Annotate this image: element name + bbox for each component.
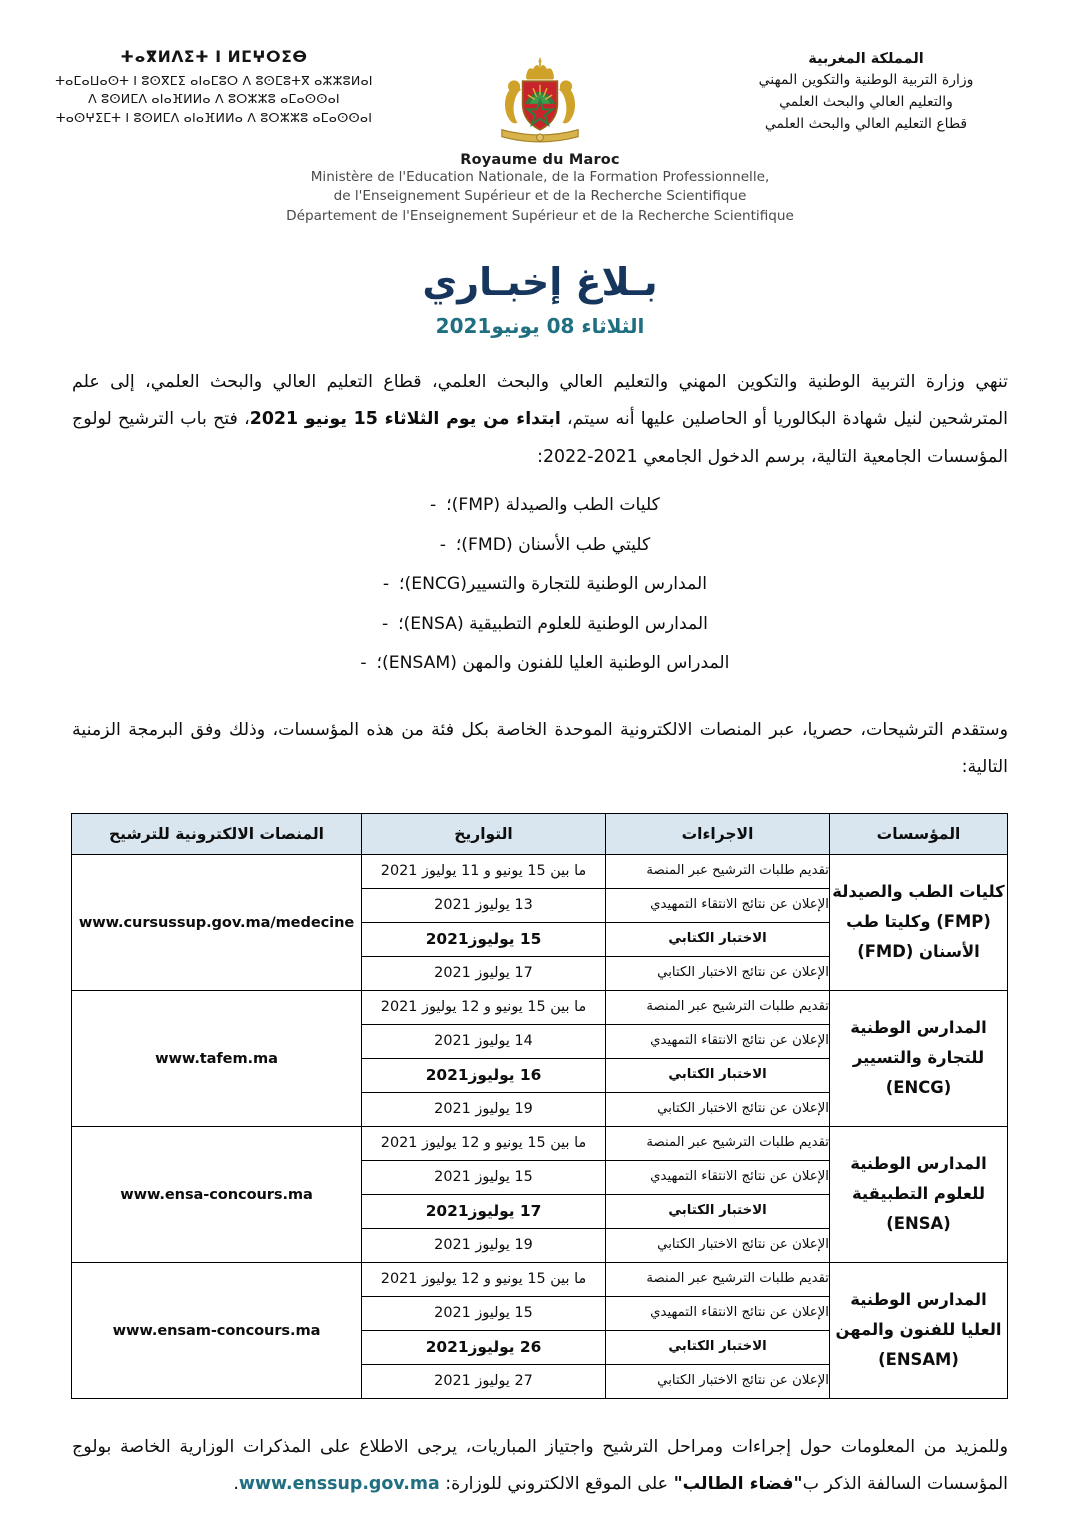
- header-arabic-block: [686, 48, 1046, 136]
- outro-quoted-label: "فضاء الطالب": [673, 1474, 803, 1495]
- cell-date: 15 يوليوز 2021: [362, 1296, 606, 1330]
- header-tifinagh-block: [34, 48, 394, 127]
- intro-text-part-2: ، فتح باب الترشيح لولوج المؤسسات الجامعية التالية، برسم الدخول الجامعي 2021-2022:: [72, 409, 1008, 467]
- table-row: [72, 990, 1008, 1024]
- cell-procedure: الإعلان عن نتائج الاختبار الكتابي: [606, 956, 830, 990]
- header-arabic-line-2: وزارة التربية الوطنية والتكوين المهني: [758, 72, 974, 89]
- french-kingdom-title: Royaume du Maroc: [460, 152, 620, 168]
- list-item: [72, 605, 1008, 645]
- header-tifinagh-line-4: ⵜⴰⵙⵖⵉⵎⵜ ⵏ ⵓⵙⵍⵎⴷ ⴰⵏⴰⴼⵍⵍⴰ ⴷ ⵓⵔⵣⵣⵓ ⴰⵎⴰⵙⵙⴰⵏ: [55, 109, 373, 125]
- list-item-label: المدارس الوطنية للتجارة والتسيير(ENCG)؛: [399, 574, 707, 595]
- document-body: [0, 364, 1080, 787]
- french-ministry-line-2: de l'Enseignement Supérieur et de la Recherche Scientifique: [333, 188, 747, 205]
- column-header-dates: التواريخ: [362, 813, 606, 854]
- french-ministry-line-1: Ministère de l'Education Nationale, de la Formation Professionnelle,: [310, 169, 770, 185]
- cell-procedure: الاختبار الكتابي: [606, 1194, 830, 1228]
- cell-institution: كليات الطب والصيدلة (FMP) وكليتا طب الأسنان (FMD): [830, 854, 1008, 990]
- cell-date: 27 يوليوز 2021: [362, 1364, 606, 1398]
- cell-procedure: تقديم طلبات الترشيح عبر المنصة: [606, 990, 830, 1024]
- header-french-block: [0, 152, 1080, 226]
- column-header-procedures: الاجراءات: [606, 813, 830, 854]
- list-item-label: المدارس الوطنية للعلوم التطبيقية (ENSA)؛: [398, 613, 708, 634]
- outro-text-part-2: على الموقع الالكتروني للوزارة:: [439, 1474, 674, 1495]
- table-row: [72, 854, 1008, 888]
- cell-procedure: الاختبار الكتابي: [606, 1330, 830, 1364]
- morocco-coat-of-arms-icon: [488, 50, 592, 154]
- dash-bullet-icon: -: [381, 613, 389, 634]
- cell-date: 16 يوليوز2021: [362, 1058, 606, 1092]
- cell-procedure: تقديم طلبات الترشيح عبر المنصة: [606, 1262, 830, 1296]
- dash-bullet-icon: -: [430, 495, 437, 516]
- cell-institution: المدارس الوطنية العليا للفنون والمهن (ENSAM): [830, 1262, 1008, 1398]
- cell-platform[interactable]: www.ensam-concours.ma: [72, 1262, 362, 1398]
- cell-date: 17 يوليوز2021: [362, 1194, 606, 1228]
- header-tifinagh-line-2: ⵜⴰⵎⴰⵡⴰⵙⵜ ⵏ ⵓⵙⴳⵎⵉ ⴰⵏⴰⵎⵓⵔ ⴷ ⵓⵙⵎⵓⵜⴳ ⴰⵣⵣⵓⵍⴰⵏ: [55, 73, 373, 88]
- header-tifinagh-line-1: ⵜⴰⴳⵍⴷⵉⵜ ⵏ ⵍⵎⵖⵔⵉⴱ: [120, 48, 308, 66]
- cell-procedure: تقديم طلبات الترشيح عبر المنصة: [606, 854, 830, 888]
- header-arabic-line-1: المملكة المغربية: [808, 51, 924, 67]
- cell-date: 15 يوليوز2021: [362, 922, 606, 956]
- page-title: بـلاغ إخبـاري: [422, 259, 658, 304]
- intro-text-part-1: تنهي وزارة التربية الوطنية والتكوين المهني والتعليم العالي والبحث العلمي، قطاع التعليم العالي والبحث العلمي، إلى علم المترشحين لنيل شهادة البكالوريا أو الحاصلين عليها أنه سيتم،: [72, 371, 1008, 430]
- column-header-institutions: المؤسسات: [830, 813, 1008, 854]
- cell-institution: المدارس الوطنية للعلوم التطبيقية (ENSA): [830, 1126, 1008, 1262]
- emblem-container: [465, 48, 615, 154]
- cell-date: 14 يوليوز 2021: [362, 1024, 606, 1058]
- cell-date: ما بين 15 يونيو و 12 يوليوز 2021: [362, 1126, 606, 1160]
- cell-platform[interactable]: www.ensa-concours.ma: [72, 1126, 362, 1262]
- cell-procedure: الاختبار الكتابي: [606, 922, 830, 956]
- intro-text-bold: ابتداء من يوم الثلاثاء 15 يونيو 2021: [249, 409, 561, 430]
- cell-date: 19 يوليوز 2021: [362, 1228, 606, 1262]
- cell-procedure: الاختبار الكتابي: [606, 1058, 830, 1092]
- dash-bullet-icon: -: [382, 574, 390, 595]
- cell-procedure: تقديم طلبات الترشيح عبر المنصة: [606, 1126, 830, 1160]
- cell-procedure: الإعلان عن نتائج الانتقاء التمهيدي: [606, 888, 830, 922]
- list-item-label: المدراس الوطنية العليا للفنون والمهن (ENSAM)؛: [376, 653, 730, 674]
- cell-procedure: الإعلان عن نتائج الانتقاء التمهيدي: [606, 1160, 830, 1194]
- platforms-paragraph: وستقدم الترشيحات، حصريا، عبر المنصات الالكترونية الموحدة الخاصة بكل فئة من هذه المؤسسات، وذلك وفق البرمجة الزمنية التالية:: [72, 719, 1008, 778]
- cell-date: ما بين 15 يونيو و 11 يوليوز 2021: [362, 854, 606, 888]
- list-item-label: كليتي طب الأسنان (FMD)؛: [455, 534, 651, 555]
- institutions-list: [72, 486, 1008, 684]
- cell-platform[interactable]: www.tafem.ma: [72, 990, 362, 1126]
- dash-bullet-icon: -: [360, 653, 367, 674]
- cell-platform[interactable]: www.cursussup.gov.ma/medecine: [72, 854, 362, 990]
- dash-bullet-icon: -: [439, 534, 446, 555]
- table-row: [72, 1126, 1008, 1160]
- document-header: [0, 0, 1080, 150]
- cell-date: ما بين 15 يونيو و 12 يوليوز 2021: [362, 990, 606, 1024]
- cell-procedure: الإعلان عن نتائج الاختبار الكتابي: [606, 1364, 830, 1398]
- column-header-platforms: المنصات الالكترونية للترشيح: [72, 813, 362, 854]
- outro-paragraph: [72, 1429, 1008, 1504]
- cell-date: 17 يوليوز 2021: [362, 956, 606, 990]
- cell-procedure: الإعلان عن نتائج الانتقاء التمهيدي: [606, 1024, 830, 1058]
- outro-text-part-1: وللمزيد من المعلومات حول إجراءات ومراحل الترشيح واجتياز المباريات، يرجى الاطلاع على المذكرات الوزارية الخاصة بولوج المؤسسات السالفة الذكر ب: [72, 1436, 1008, 1495]
- cell-procedure: الإعلان عن نتائج الاختبار الكتابي: [606, 1228, 830, 1262]
- list-item: [72, 565, 1008, 605]
- cell-date: 26 يوليوز2021: [362, 1330, 606, 1364]
- header-arabic-line-4: قطاع التعليم العالي والبحث العلمي: [764, 115, 968, 132]
- list-item: [72, 526, 1008, 566]
- cell-procedure: الإعلان عن نتائج الانتقاء التمهيدي: [606, 1296, 830, 1330]
- ministry-website-link[interactable]: www.enssup.gov.ma: [238, 1474, 440, 1495]
- list-item-label: كليات الطب والصيدلة (FMP)؛: [446, 495, 660, 516]
- cell-institution: المدارس الوطنية للتجارة والتسيير (ENCG): [830, 990, 1008, 1126]
- french-ministry-line-3: Département de l'Enseignement Supérieur et de la Recherche Scientifique: [286, 207, 794, 224]
- cell-procedure: الإعلان عن نتائج الاختبار الكتابي: [606, 1092, 830, 1126]
- table-row: [72, 1262, 1008, 1296]
- cell-date: 19 يوليوز 2021: [362, 1092, 606, 1126]
- cell-date: 15 يوليوز 2021: [362, 1160, 606, 1194]
- header-tifinagh-line-3: ⴷ ⵓⵙⵍⵎⴷ ⴰⵏⴰⴼⵍⵍⴰ ⴷ ⵓⵔⵣⵣⵓ ⴰⵎⴰⵙⵙⴰⵏ: [88, 91, 340, 107]
- outro-text-part-3: .: [233, 1474, 239, 1495]
- publication-date: الثلاثاء 08 يونيو2021: [435, 313, 645, 338]
- schedule-table-container: [72, 813, 1008, 1399]
- cell-date: 13 يوليوز 2021: [362, 888, 606, 922]
- list-item: [72, 486, 1008, 526]
- list-item: [72, 644, 1008, 684]
- cell-date: ما بين 15 يونيو و 12 يوليوز 2021: [362, 1262, 606, 1296]
- table-header-row: [72, 813, 1008, 854]
- intro-paragraph: [72, 364, 1008, 476]
- header-arabic-line-3: والتعليم العالي والبحث العلمي: [779, 94, 953, 111]
- schedule-table: [71, 813, 1008, 1399]
- document-footer: [0, 1429, 1080, 1504]
